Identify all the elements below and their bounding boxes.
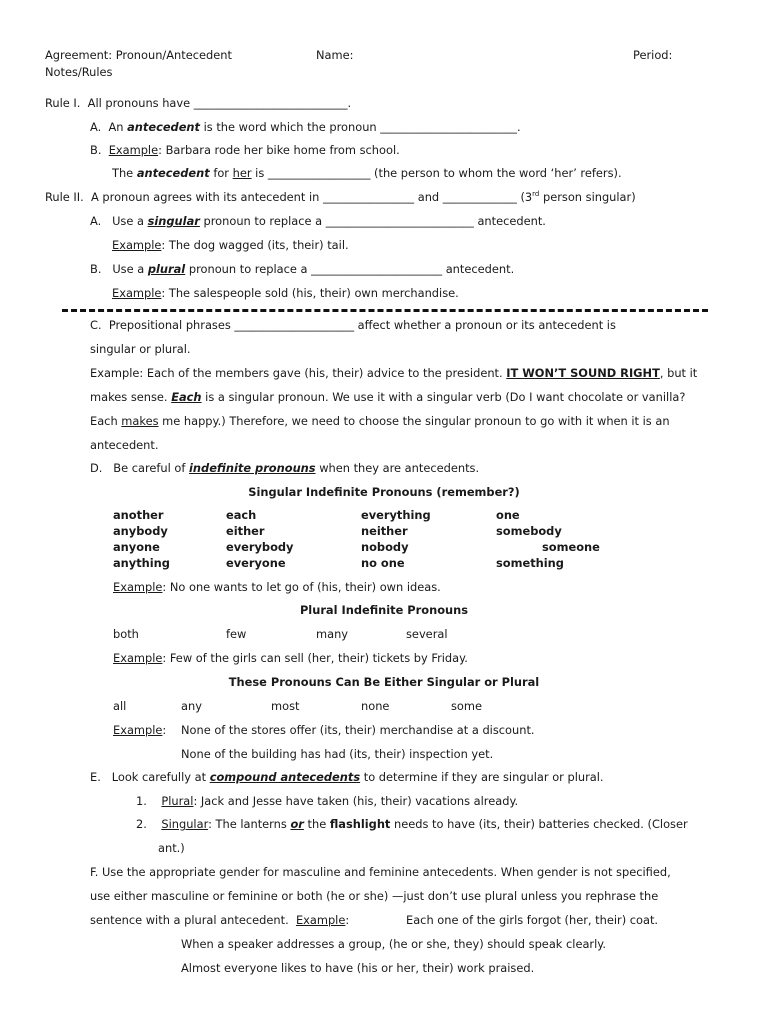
pronoun-cell: anyone [113, 540, 160, 554]
rule-1-b-text: : Barbara rode her bike home from school. [158, 143, 400, 157]
section-c-text: Prepositional phrases _____________________ affect whether a pronoun or its antecedent is [108, 318, 616, 332]
pronoun-cell: neither [361, 524, 408, 538]
rule-1-b [90, 143, 400, 157]
section-c-example-line-3 [90, 414, 670, 428]
singular-example [113, 580, 441, 594]
worksheet-title: Agreement: Pronoun/Antecedent [45, 48, 232, 62]
rule-1-a-pre: An [108, 120, 124, 134]
section-e-line [90, 770, 604, 784]
example-text-tail: is a singular pronoun. We use it with a singular verb (Do I want chocolate or vanilla? [205, 390, 686, 404]
rule-1-c-pre: The [112, 166, 134, 180]
plural-pronoun: both [113, 627, 139, 641]
example-colon: : [345, 913, 350, 927]
list-marker: B. [90, 262, 102, 276]
section-d-post: when they are antecedents. [319, 461, 480, 475]
emphasis-text: IT WON’T SOUND RIGHT [506, 366, 660, 380]
section-e-item-1 [136, 794, 518, 808]
list-marker: B. [90, 143, 102, 157]
example-label: Example [112, 286, 162, 300]
makes-term: makes [121, 414, 159, 428]
example-text: Each [90, 414, 118, 428]
rule-2-a-example [112, 238, 349, 252]
section-f-line-2: use either masculine or feminine or both (he or she) —just don’t use plural unless you rephrase the [90, 889, 659, 903]
rule-2-line [45, 190, 636, 204]
section-f-example: Each one of the girls forgot (her, their) coat. [406, 913, 659, 927]
pronoun-cell: everybody [226, 540, 294, 554]
either-pronoun: any [181, 699, 202, 713]
pronoun-cell: each [226, 508, 257, 522]
pronoun-cell: everything [361, 508, 431, 522]
rule-2-b-post: pronoun to replace a _______________________ antecedent. [188, 262, 515, 276]
pronoun-cell: everyone [226, 556, 286, 570]
section-e-item-2-cont: ant.) [158, 841, 185, 855]
section-e-item-2 [136, 817, 688, 831]
antecedent-term: antecedent [136, 166, 210, 180]
rule-1-text: All pronouns have ___________________________. [87, 96, 352, 110]
rule-2-b-example [112, 286, 459, 300]
section-e-post: to determine if they are singular or plural. [363, 770, 604, 784]
either-example-2: None of the building has had (its, their) inspection yet. [181, 747, 494, 761]
pronoun-cell: anybody [113, 524, 168, 538]
section-c-line-1 [90, 318, 616, 332]
rule-2-text-post: person singular) [539, 190, 636, 204]
name-label: Name: [316, 48, 354, 62]
plural-label: Plural [161, 794, 194, 808]
example-label: Example [113, 580, 163, 594]
section-c-example-line-1 [90, 366, 697, 380]
plural-pronoun: many [316, 627, 349, 641]
example-label: Example [113, 723, 163, 737]
indefinite-pronouns-term: indefinite pronouns [189, 461, 316, 475]
example-text: : Few of the girls can sell (her, their) tickets by Friday. [162, 651, 468, 665]
rule-1-c [112, 166, 622, 180]
section-d-line [90, 461, 479, 475]
section-f-text: sentence with a plural antecedent. [90, 913, 289, 927]
either-pronoun: all [113, 699, 127, 713]
item-text-mid: the [307, 817, 327, 831]
example-label: Example [295, 913, 346, 927]
example-text: : The salespeople sold (his, their) own merchandise. [161, 286, 459, 300]
example-label: Example [108, 143, 159, 157]
rule-1-line [45, 96, 351, 110]
worksheet-subtitle: Notes/Rules [45, 65, 113, 79]
either-pronoun: some [451, 699, 483, 713]
rule-2-b-pre: Use a [112, 262, 145, 276]
section-f-line-1: F. Use the appropriate gender for masculine and feminine antecedents. When gender is not specified, [90, 865, 671, 879]
either-heading: These Pronouns Can Be Either Singular or Plural [228, 675, 540, 689]
list-marker: C. [90, 318, 102, 332]
rule-2-b [90, 262, 514, 276]
section-f-line-5: Almost everyone likes to have (his or her, their) work praised. [181, 961, 535, 975]
plural-indefinite-heading: Plural Indefinite Pronouns [299, 603, 469, 617]
singular-indefinite-heading: Singular Indefinite Pronouns (remember?) [248, 485, 520, 499]
plural-pronoun: several [406, 627, 448, 641]
or-term: or [290, 817, 304, 831]
pronoun-cell: one [496, 508, 520, 522]
example-colon: : [162, 723, 167, 737]
example-label: Example [112, 238, 162, 252]
rule-2-text: A pronoun agrees with its antecedent in ________________ and _____________ (3 [91, 190, 533, 204]
example-text-tail: me happy.) Therefore, we need to choose the singular pronoun to go with it when it is an [162, 414, 670, 428]
section-f-line-3 [90, 913, 349, 927]
item-text: : The lanterns [208, 817, 287, 831]
pronoun-cell: either [226, 524, 265, 538]
pronoun-cell: nobody [361, 540, 409, 554]
rule-1-c-mid: for [213, 166, 229, 180]
rule-1-a-post: is the word which the pronoun ________________________. [203, 120, 521, 134]
rule-1-a [90, 120, 521, 134]
example-text-tail: , but it [659, 366, 698, 380]
rule-1-c-post: is __________________ (the person to whom the word ‘her’ refers). [255, 166, 622, 180]
either-example-label-line [113, 723, 166, 737]
pronoun-cell: someone [542, 540, 600, 554]
dashed-divider [62, 309, 708, 312]
rule-2-label: Rule II. [45, 190, 84, 204]
singular-label: Singular [161, 817, 209, 831]
pronoun-cell: another [113, 508, 164, 522]
either-pronoun: most [271, 699, 300, 713]
list-number: 1. [136, 794, 147, 808]
singular-term: singular [147, 214, 200, 228]
rule-1-label: Rule I. [45, 96, 81, 110]
antecedent-term: antecedent [127, 120, 200, 134]
section-f-line-4: When a speaker addresses a group, (he or she, they) should speak clearly. [181, 937, 607, 951]
example-label: Example [113, 651, 163, 665]
section-d-pre: Be careful of [113, 461, 186, 475]
example-text: makes sense. [90, 390, 168, 404]
example-text: : The dog wagged (its, their) tail. [161, 238, 349, 252]
list-number: 2. [136, 817, 147, 831]
plural-term: plural [147, 262, 186, 276]
example-text: : No one wants to let go of (his, their) own ideas. [162, 580, 441, 594]
compound-antecedents-term: compound antecedents [209, 770, 361, 784]
her-word: her [232, 166, 252, 180]
either-pronoun: none [361, 699, 390, 713]
pronoun-cell: no one [361, 556, 405, 570]
pronoun-cell: anything [113, 556, 170, 570]
plural-example [113, 651, 468, 665]
example-text: Example: Each of the members gave (his, their) advice to the president. [90, 366, 503, 380]
item-text-tail: needs to have (its, their) batteries checked. (Closer [394, 817, 688, 831]
list-marker: A. [90, 120, 102, 134]
section-e-pre: Look carefully at [111, 770, 207, 784]
pronoun-cell: something [496, 556, 564, 570]
plural-pronoun: few [226, 627, 247, 641]
either-example-1: None of the stores offer (its, their) merchandise at a discount. [181, 723, 535, 737]
section-c-line-2: singular or plural. [90, 342, 191, 356]
list-marker: D. [90, 461, 103, 475]
rule-2-a-post: pronoun to replace a __________________________ antecedent. [203, 214, 546, 228]
period-label: Period: [633, 48, 673, 62]
each-term: Each [171, 390, 202, 404]
section-c-example-line-2 [90, 390, 685, 404]
rule-2-superscript: rd [532, 190, 540, 199]
list-marker: A. [90, 214, 102, 228]
pronoun-cell: somebody [496, 524, 562, 538]
section-c-example-line-4: antecedent. [90, 438, 159, 452]
item-text: : Jack and Jesse have taken (his, their) vacations already. [193, 794, 519, 808]
rule-2-a-pre: Use a [112, 214, 144, 228]
flashlight-term: flashlight [329, 817, 391, 831]
list-marker: E. [90, 770, 101, 784]
rule-2-a [90, 214, 546, 228]
